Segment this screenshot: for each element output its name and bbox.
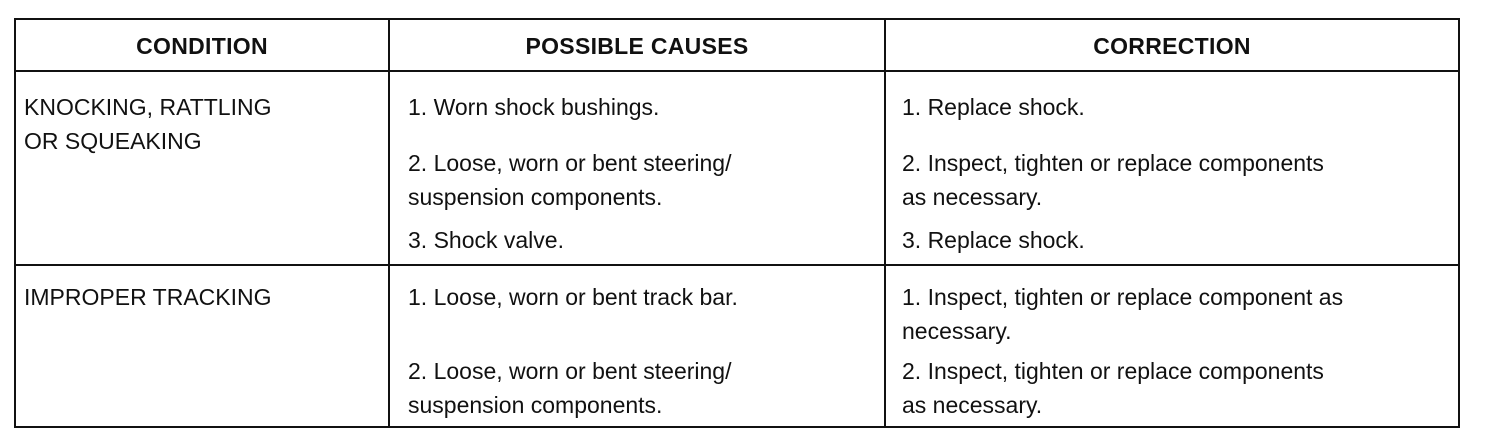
column-divider (388, 20, 390, 426)
diagnosis-table (14, 18, 1460, 428)
condition-cell: IMPROPER TRACKING (24, 284, 272, 310)
cause-cell: 1. Loose, worn or bent track bar. (408, 284, 738, 310)
cause-cell: 2. Loose, worn or bent steering/ suspension components. (408, 358, 732, 418)
row-divider (16, 264, 1458, 266)
column-divider (884, 20, 886, 426)
cause-cell: 2. Loose, worn or bent steering/ suspension components. (408, 150, 732, 210)
correction-cell: 2. Inspect, tighten or replace components as necessary. (902, 150, 1324, 210)
correction-cell: 1. Inspect, tighten or replace component as necessary. (902, 284, 1344, 344)
cause-cell: 1. Worn shock bushings. (408, 94, 660, 120)
correction-cell: 1. Replace shock. (902, 94, 1085, 120)
cause-cell: 3. Shock valve. (408, 227, 564, 253)
correction-cell: 2. Inspect, tighten or replace components as necessary. (902, 358, 1324, 418)
header-condition: CONDITION (136, 33, 268, 59)
header-correction: CORRECTION (1093, 33, 1251, 59)
condition-cell: KNOCKING, RATTLING OR SQUEAKING (24, 94, 272, 154)
header-possible-causes: POSSIBLE CAUSES (525, 33, 749, 59)
table-header (16, 20, 1458, 72)
correction-cell: 3. Replace shock. (902, 227, 1085, 253)
